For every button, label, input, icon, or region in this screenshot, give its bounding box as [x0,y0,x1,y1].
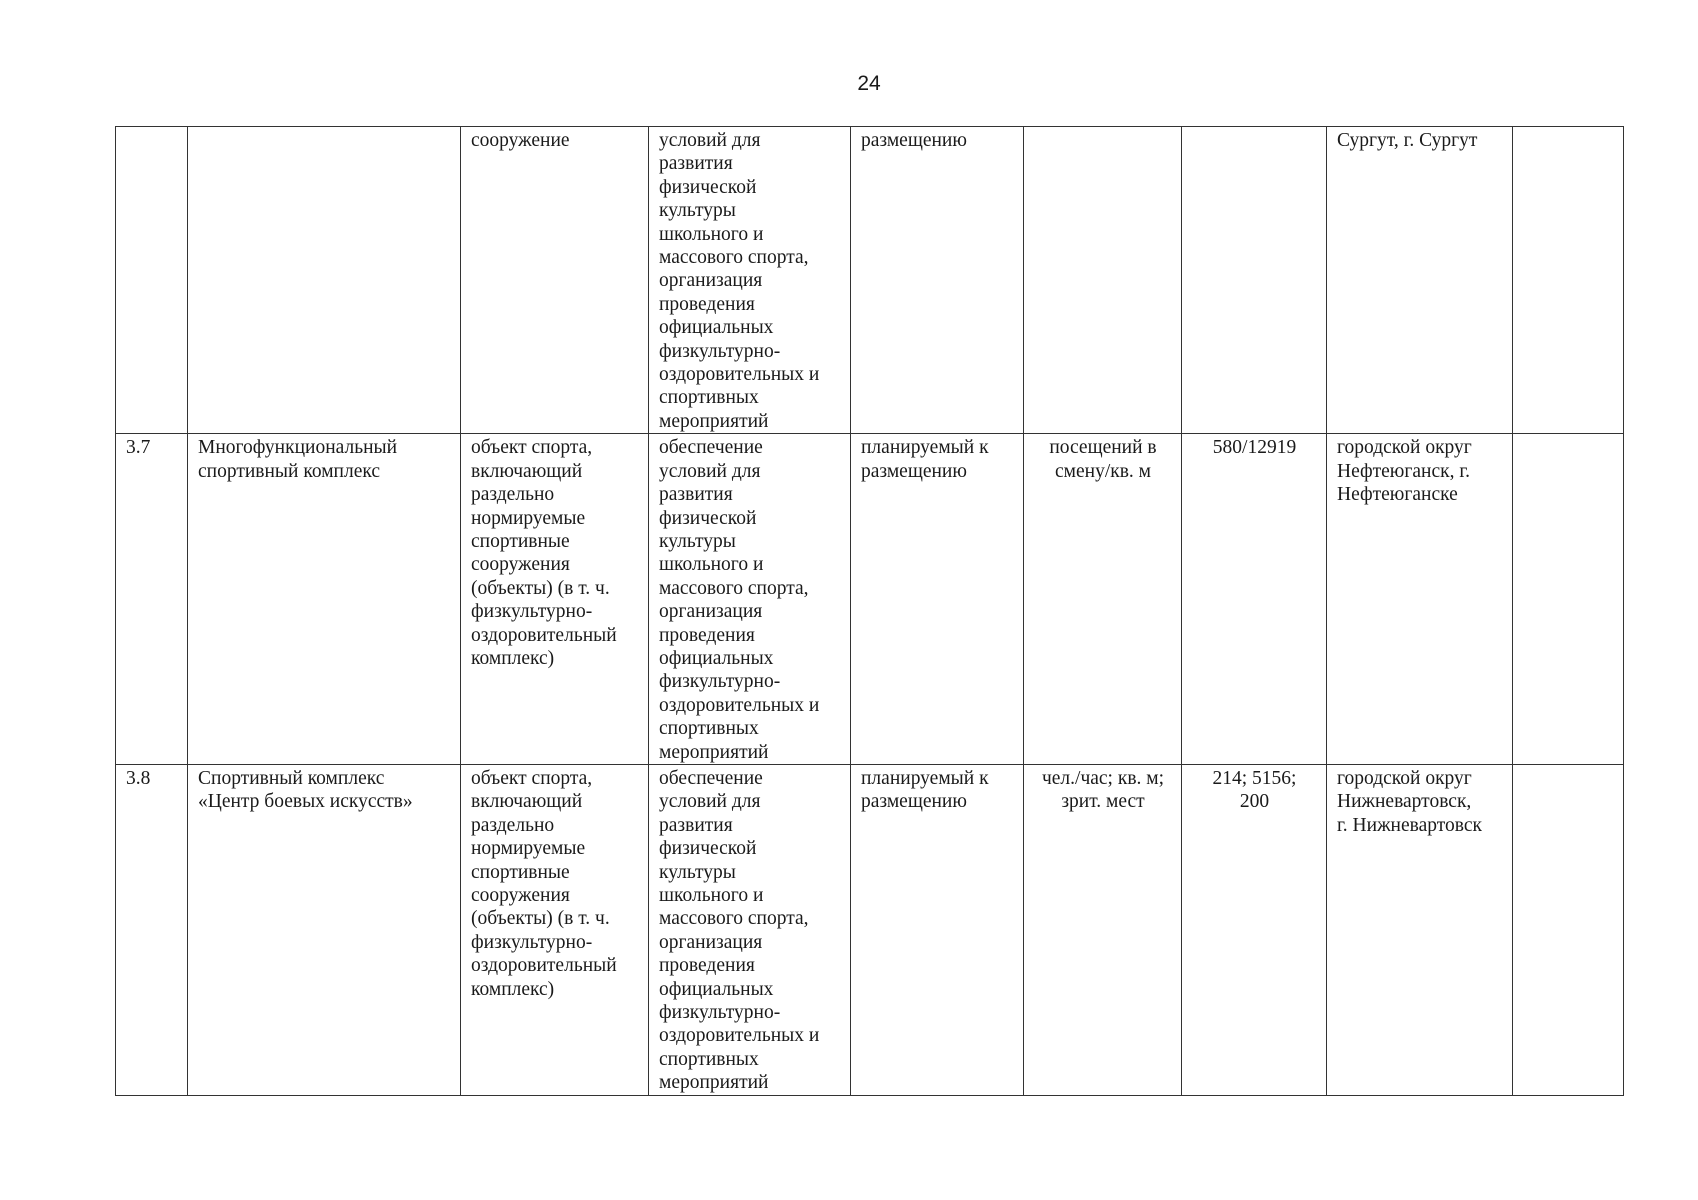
cell-purpose: обеспечение условий для развития физической культуры школьного и массового спорта, организация проведения официальных физкультурно- оздоровительных и спортивных мероприятий [649,434,851,765]
cell-name: Спортивный комплекс «Центр боевых искусств» [188,764,461,1095]
cell-value [1182,127,1327,434]
cell-extra [1513,434,1624,765]
cell-status: планируемый к размещению [851,434,1024,765]
table-row [116,764,1624,1095]
cell-value: 214; 5156; 200 [1182,764,1327,1095]
table-row [116,127,1624,434]
cell-name: Многофункциональный спортивный комплекс [188,434,461,765]
cell-extra [1513,127,1624,434]
cell-purpose: условий для развития физической культуры школьного и массового спорта, организация проведения официальных физкультурно- оздоровительных и спортивных мероприятий [649,127,851,434]
cell-purpose: обеспечение условий для развития физической культуры школьного и массового спорта, организация проведения официальных физкультурно- оздоровительных и спортивных мероприятий [649,764,851,1095]
cell-type: объект спорта, включающий раздельно нормируемые спортивные сооружения (объекты) (в т. ч. физкультурно- оздоровительный комплекс) [461,764,649,1095]
cell-value: 580/12919 [1182,434,1327,765]
cell-number [116,127,188,434]
page-number: 24 [857,72,881,95]
cell-unit: чел./час; кв. м; зрит. мест [1024,764,1182,1095]
cell-location: Сургут, г. Сургут [1327,127,1513,434]
cell-location: городской округ Нижневартовск, г. Нижневартовск [1327,764,1513,1095]
table-row [116,434,1624,765]
cell-number: 3.7 [116,434,188,765]
cell-extra [1513,764,1624,1095]
cell-type: объект спорта, включающий раздельно нормируемые спортивные сооружения (объекты) (в т. ч. физкультурно- оздоровительный комплекс) [461,434,649,765]
cell-status: планируемый к размещению [851,764,1024,1095]
objects-table [115,126,1624,1096]
cell-name [188,127,461,434]
cell-number: 3.8 [116,764,188,1095]
cell-status: размещению [851,127,1024,434]
cell-type: сооружение [461,127,649,434]
cell-unit: посещений в смену/кв. м [1024,434,1182,765]
cell-location: городской округ Нефтеюганск, г. Нефтеюганске [1327,434,1513,765]
cell-unit [1024,127,1182,434]
